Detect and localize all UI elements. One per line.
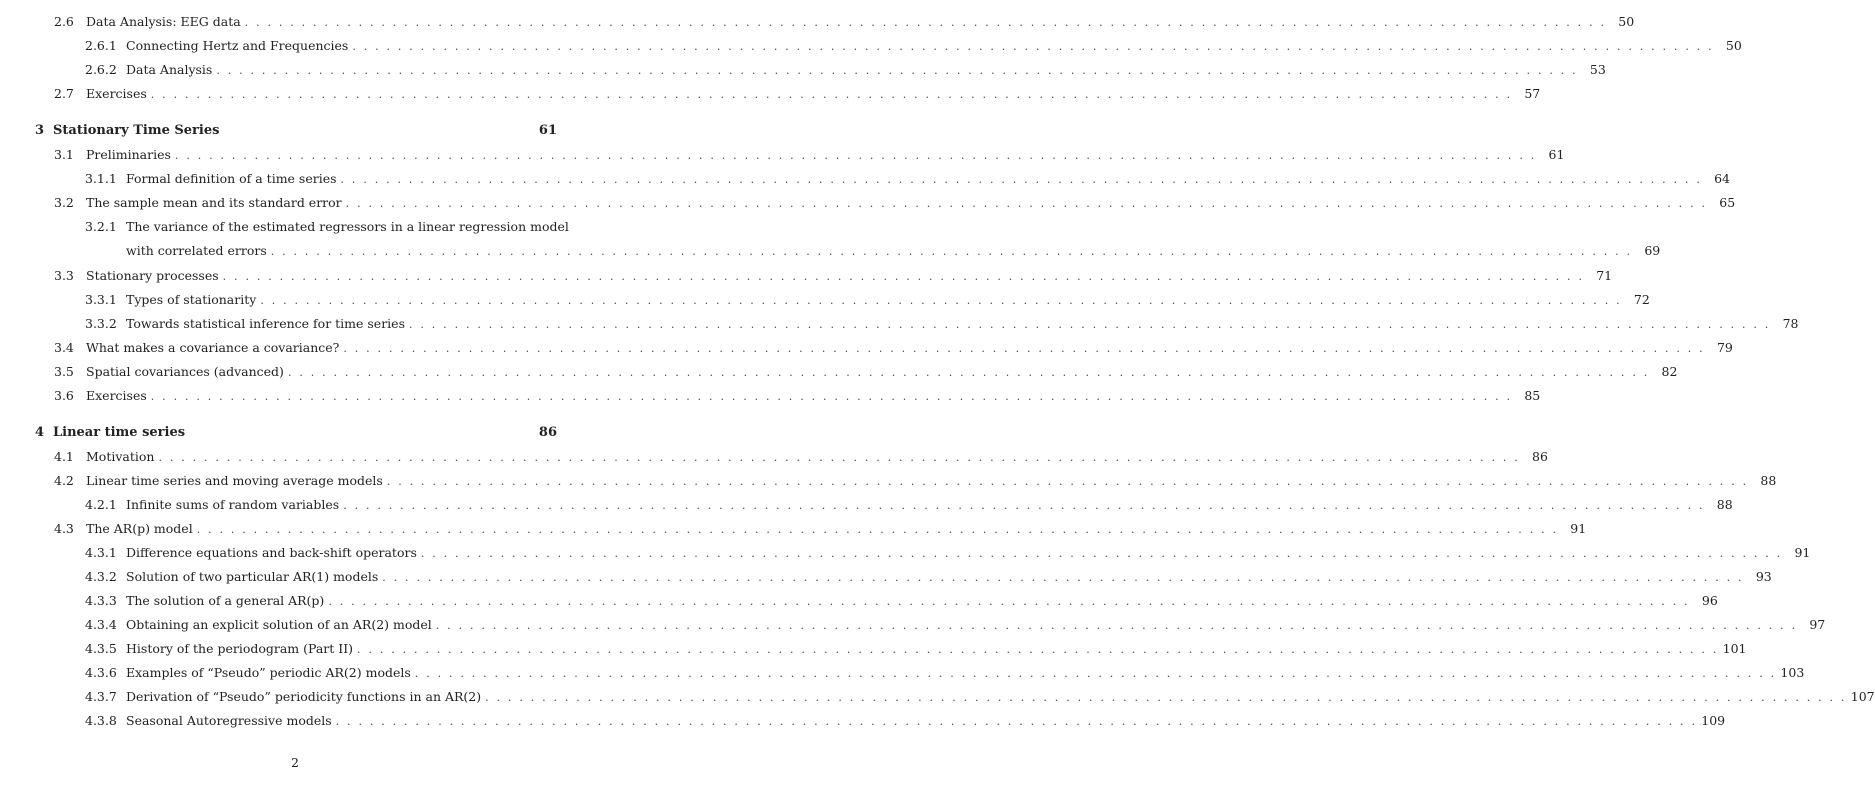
toc-entry-page: 72 [1633,292,1650,307]
dot-leader: . . . . . . . . . . . . . . . . . . . . . . . . . . . . . . . . . . . . . . . . . . . . . . . . . . . . . . . . . . . . . . . . . . . . . . . . . . . . . . . . . . . . . . . . . . . . . . . . . . . . . . . . . . . . . . . . . . . . . . . . [216,64,1578,77]
toc-section-entry[interactable] [54,12,1635,32]
toc-entry-page: 93 [1755,569,1772,584]
dot-leader: . . . . . . . . . . . . . . . . . . . . . . . . . . . . . . . . . . . . . . . . . . . . . . . . . . . . . . . . . . . . . . . . . . . . . . . . . . . . . . . . . . . . . . . . . . . . . . . . . . . . . . . . . . . . . . . . . . . . . . . . [343,499,1705,512]
toc-entry-page: 96 [1701,593,1718,608]
toc-subsection-entry[interactable] [85,711,1726,731]
toc-entry-title: Linear time series [53,425,186,440]
dot-leader: . . . . . . . . . . . . . . . . . . . . . . . . . . . . . . . . . . . . . . . . . . . . . . . . . . . . . . . . . . . . . . . . . . . . . . . . . . . . . . . . . . . . . . . . . . . . . . . . . . . . . . . . . . . . . . . . . . . . . . . . [382,571,1744,584]
dot-leader: . . . . . . . . . . . . . . . . . . . . . . . . . . . . . . . . . . . . . . . . . . . . . . . . . . . . . . . . . . . . . . . . . . . . . . . . . . . . . . . . . . . . . . . . . . . . . . . . . . . . . . . . . . . . . . . . . . . . . . . . [343,342,1705,355]
toc-subsection-entry[interactable] [126,241,1661,261]
toc-section-entry[interactable] [54,386,1541,406]
toc-entry-title: Linear time series and moving average models [86,473,383,488]
toc-entry-title: The solution of a general AR(p) [126,593,325,608]
toc-subsection-entry[interactable] [85,543,1811,563]
toc-entry-title: Infinite sums of random variables [126,497,340,512]
toc-entry-title: Stationary Time Series [53,123,220,138]
toc-entry-page: 53 [1589,62,1606,77]
toc-entry-number: 3.1.1 [85,171,117,186]
toc-entry-number: 4.2 [54,473,74,488]
toc-entry-number: 4.3.8 [85,713,117,728]
toc-entry-number: 3 [35,123,45,138]
toc-entry-page: 97 [1809,617,1826,632]
dot-leader: . . . . . . . . . . . . . . . . . . . . . . . . . . . . . . . . . . . . . . . . . . . . . . . . . . . . . . . . . . . . . . . . . . . . . . . . . . . . . . . . . . . . . . . . . . . . . . . . . . . . . . . . . . . . . . . . . . . . . . . . [340,173,1703,186]
dot-leader: . . . . . . . . . . . . . . . . . . . . . . . . . . . . . . . . . . . . . . . . . . . . . . . . . . . . . . . . . . . . . . . . . . . . . . . . . . . . . . . . . . . . . . . . . . . . . . . . . . . . . . . . . . . . . . . . . . . . . . . . [150,390,1513,403]
toc-entry-title: Spatial covariances (advanced) [86,364,284,379]
toc-entry-number: 4.3.2 [85,569,117,584]
toc-entry-title: Types of stationarity [126,292,257,307]
dot-leader: . . . . . . . . . . . . . . . . . . . . . . . . . . . . . . . . . . . . . . . . . . . . . . . . . . . . . . . . . . . . . . . . . . . . . . . . . . . . . . . . . . . . . . . . . . . . . . . . . . . . . . . . . . . . . . . . . . . . . . . . [352,40,1714,53]
dot-leader: . . . . . . . . . . . . . . . . . . . . . . . . . . . . . . . . . . . . . . . . . . . . . . . . . . . . . . . . . . . . . . . . . . . . . . . . . . . . . . . . . . . . . . . . . . . . . . . . . . . . . . . . . . . . . . . . . . . . . . . . [414,667,1777,680]
toc-entry-page: 88 [1760,473,1777,488]
toc-entry-title: Motivation [86,449,155,464]
toc-entry-number: 4.1 [54,449,74,464]
toc-entry-number: 4.3.4 [85,617,117,632]
toc-entry-number: 4.3.7 [85,689,117,704]
toc-entry-title: Data Analysis: EEG data [86,14,241,29]
toc-entry-title: History of the periodogram (Part II) [126,641,354,656]
toc-entry-title: The AR(p) model [86,521,193,536]
toc-subsection-entry[interactable] [85,217,569,237]
toc-entry-title: Preliminaries [86,147,171,162]
toc-entry-page: 61 [538,123,557,138]
toc-subsection-entry[interactable] [85,639,1747,659]
dot-leader: . . . . . . . . . . . . . . . . . . . . . . . . . . . . . . . . . . . . . . . . . . . . . . . . . . . . . . . . . . . . . . . . . . . . . . . . . . . . . . . . . . . . . . . . . . . . . . . . . . . . . . . . . . . . . . . . . . . . . . . . [287,366,1650,379]
toc-chapter-entry[interactable] [35,121,557,141]
dot-leader: . . . . . . . . . . . . . . . . . . . . . . . . . . . . . . . . . . . . . . . . . . . . . . . . . . . . . . . . . . . . . . . . . . . . . . . . . . . . . . . . . . . . . . . . . . . . . . . . . . . . . . . . . . . . . . . . . . . . . . . . [150,88,1513,101]
toc-subsection-entry[interactable] [85,60,1606,80]
toc-section-entry[interactable] [54,447,1548,467]
toc-entry-number: 3.2 [54,195,74,210]
toc-section-entry[interactable] [54,193,1736,213]
dot-leader: . . . . . . . . . . . . . . . . . . . . . . . . . . . . . . . . . . . . . . . . . . . . . . . . . . . . . . . . . . . . . . . . . . . . . . . . . . . . . . . . . . . . . . . . . . . . . . . . . . . . . . . . . . . . . . . . . . . . . . . . [260,294,1622,307]
toc-entry-title: with correlated errors [126,243,267,258]
toc-entry-title: Formal definition of a time series [126,171,337,186]
toc-entry-page: 50 [1618,14,1635,29]
toc-entry-page: 78 [1782,316,1799,331]
toc-entry-title: Stationary processes [86,268,219,283]
toc-entry-page: 107 [1850,689,1875,704]
toc-entry-page: 79 [1716,340,1733,355]
page-number: 2 [291,755,299,770]
toc-entry-number: 2.6 [54,14,74,29]
toc-entry-number: 3.3.2 [85,316,117,331]
toc-subsection-entry[interactable] [85,290,1650,310]
toc-subsection-entry[interactable] [85,615,1826,635]
toc-entry-page: 103 [1780,665,1805,680]
dot-leader: . . . . . . . . . . . . . . . . . . . . . . . . . . . . . . . . . . . . . . . . . . . . . . . . . . . . . . . . . . . . . . . . . . . . . . . . . . . . . . . . . . . . . . . . . . . . . . . . . . . . . . . . . . . . . . . . . . . . . . . . [420,547,1783,560]
toc-entry-title: Exercises [86,86,147,101]
toc-entry-page: 82 [1661,364,1678,379]
toc-entry-number: 3.1 [54,147,74,162]
toc-subsection-entry[interactable] [85,663,1805,683]
toc-entry-page: 85 [1524,388,1541,403]
toc-entry-title: Obtaining an explicit solution of an AR(2) model [126,617,432,632]
toc-subsection-entry[interactable] [85,495,1733,515]
toc-entry-number: 2.6.2 [85,62,117,77]
toc-entry-title: What makes a covariance a covariance? [86,340,340,355]
toc-subsection-entry[interactable] [85,314,1799,334]
dot-leader: . . . . . . . . . . . . . . . . . . . . . . . . . . . . . . . . . . . . . . . . . . . . . . . . . . . . . . . . . . . . . . . . . . . . . . . . . . . . . . . . . . . . . . . . . . . . . . . . . . . . . . . . . . . . . . . . . . . . . . . . [386,475,1749,488]
toc-entry-page: 86 [538,425,557,440]
toc-entry-page: 71 [1596,268,1613,283]
toc-entry-page: 91 [1570,521,1587,536]
toc-entry-page: 91 [1794,545,1811,560]
toc-entry-number: 4.2.1 [85,497,117,512]
toc-section-entry[interactable] [54,145,1565,165]
toc-entry-page: 101 [1722,641,1747,656]
toc-subsection-entry[interactable] [85,36,1742,56]
dot-leader: . . . . . . . . . . . . . . . . . . . . . . . . . . . . . . . . . . . . . . . . . . . . . . . . . . . . . . . . . . . . . . . . . . . . . . . . . . . . . . . . . . . . . . . . . . . . . . . . . . . . . . . . . . . . . . . . . . . . . . . . [244,16,1607,29]
dot-leader: . . . . . . . . . . . . . . . . . . . . . . . . . . . . . . . . . . . . . . . . . . . . . . . . . . . . . . . . . . . . . . . . . . . . . . . . . . . . . . . . . . . . . . . . . . . . . . . . . . . . . . . . . . . . . . . . . . . . . . . . [196,523,1559,536]
dot-leader: . . . . . . . . . . . . . . . . . . . . . . . . . . . . . . . . . . . . . . . . . . . . . . . . . . . . . . . . . . . . . . . . . . . . . . . . . . . . . . . . . . . . . . . . . . . . . . . . . . . . . . . . . . . . . . . . . . . . . . . . [345,197,1708,210]
toc-entry-number: 4.3.1 [85,545,117,560]
toc-entry-title: Exercises [86,388,147,403]
toc-subsection-entry[interactable] [85,169,1731,189]
dot-leader: . . . . . . . . . . . . . . . . . . . . . . . . . . . . . . . . . . . . . . . . . . . . . . . . . . . . . . . . . . . . . . . . . . . . . . . . . . . . . . . . . . . . . . . . . . . . . . . . . . . . . . . . . . . . . . . . . . . . . . . . [409,318,1771,331]
toc-entry-number: 3.4 [54,340,74,355]
toc-entry-page: 69 [1644,243,1661,258]
toc-entry-page: 61 [1548,147,1565,162]
toc-subsection-entry[interactable] [85,687,1875,707]
toc-section-entry[interactable] [54,471,1777,491]
dot-leader: . . . . . . . . . . . . . . . . . . . . . . . . . . . . . . . . . . . . . . . . . . . . . . . . . . . . . . . . . . . . . . . . . . . . . . . . . . . . . . . . . . . . . . . . . . . . . . . . . . . . . . . . . . . . . . . . . . . . . . . . [357,643,1719,656]
toc-subsection-entry[interactable] [85,591,1718,611]
toc-entry-number: 3.6 [54,388,74,403]
dot-leader: . . . . . . . . . . . . . . . . . . . . . . . . . . . . . . . . . . . . . . . . . . . . . . . . . . . . . . . . . . . . . . . . . . . . . . . . . . . . . . . . . . . . . . . . . . . . . . . . . . . . . . . . . . . . . . . . . . . . . . . . [174,149,1537,162]
dot-leader: . . . . . . . . . . . . . . . . . . . . . . . . . . . . . . . . . . . . . . . . . . . . . . . . . . . . . . . . . . . . . . . . . . . . . . . . . . . . . . . . . . . . . . . . . . . . . . . . . . . . . . . . . . . . . . . . . . . . . . . . [485,691,1847,704]
toc-entry-title: The sample mean and its standard error [86,195,342,210]
toc-entry-page: 50 [1725,38,1742,53]
dot-leader: . . . . . . . . . . . . . . . . . . . . . . . . . . . . . . . . . . . . . . . . . . . . . . . . . . . . . . . . . . . . . . . . . . . . . . . . . . . . . . . . . . . . . . . . . . . . . . . . . . . . . . . . . . . . . . . . . . . . . . . . [335,715,1698,728]
dot-leader: . . . . . . . . . . . . . . . . . . . . . . . . . . . . . . . . . . . . . . . . . . . . . . . . . . . . . . . . . . . . . . . . . . . . . . . . . . . . . . . . . . . . . . . . . . . . . . . . . . . . . . . . . . . . . . . . . . . . . . . . [270,245,1633,258]
toc-chapter-entry[interactable] [35,423,557,443]
toc-entry-title: Derivation of “Pseudo” periodicity functions in an AR(2) [126,689,482,704]
toc-entry-number: 4 [35,425,45,440]
toc-section-entry[interactable] [54,338,1733,358]
toc-entry-title: Seasonal Autoregressive models [126,713,332,728]
toc-section-entry[interactable] [54,266,1613,286]
toc-entry-number: 4.3.3 [85,593,117,608]
toc-entry-page: 65 [1719,195,1736,210]
toc-entry-page: 64 [1714,171,1731,186]
toc-entry-number: 2.6.1 [85,38,117,53]
toc-entry-number: 4.3 [54,521,74,536]
toc-entry-title: Connecting Hertz and Frequencies [126,38,349,53]
toc-entry-title: Difference equations and back-shift operators [126,545,417,560]
toc-entry-number: 2.7 [54,86,74,101]
toc-subsection-entry[interactable] [85,567,1772,587]
toc-entry-title: Solution of two particular AR(1) models [126,569,379,584]
toc-entry-number: 3.2.1 [85,219,117,234]
toc-entry-number: 3.3 [54,268,74,283]
toc-entry-page: 57 [1524,86,1541,101]
toc-section-entry[interactable] [54,84,1541,104]
dot-leader: . . . . . . . . . . . . . . . . . . . . . . . . . . . . . . . . . . . . . . . . . . . . . . . . . . . . . . . . . . . . . . . . . . . . . . . . . . . . . . . . . . . . . . . . . . . . . . . . . . . . . . . . . . . . . . . . . . . . . . . . [222,270,1585,283]
dot-leader: . . . . . . . . . . . . . . . . . . . . . . . . . . . . . . . . . . . . . . . . . . . . . . . . . . . . . . . . . . . . . . . . . . . . . . . . . . . . . . . . . . . . . . . . . . . . . . . . . . . . . . . . . . . . . . . . . . . . . . . . [158,451,1520,464]
toc-entry-number: 4.3.5 [85,641,117,656]
toc-section-entry[interactable] [54,519,1587,539]
toc-entry-number: 3.3.1 [85,292,117,307]
toc-entry-page: 86 [1532,449,1548,464]
dot-leader: . . . . . . . . . . . . . . . . . . . . . . . . . . . . . . . . . . . . . . . . . . . . . . . . . . . . . . . . . . . . . . . . . . . . . . . . . . . . . . . . . . . . . . . . . . . . . . . . . . . . . . . . . . . . . . . . . . . . . . . . [328,595,1690,608]
toc-entry-page: 109 [1701,713,1726,728]
toc-entry-title: The variance of the estimated regressors in a linear regression model [126,219,569,234]
toc-entry-number: 3.5 [54,364,74,379]
dot-leader: . . . . . . . . . . . . . . . . . . . . . . . . . . . . . . . . . . . . . . . . . . . . . . . . . . . . . . . . . . . . . . . . . . . . . . . . . . . . . . . . . . . . . . . . . . . . . . . . . . . . . . . . . . . . . . . . . . . . . . . . [435,619,1798,632]
toc-entry-title: Towards statistical inference for time series [126,316,405,331]
toc-entry-title: Data Analysis [126,62,213,77]
toc-entry-page: 88 [1716,497,1733,512]
toc-section-entry[interactable] [54,362,1678,382]
toc-entry-number: 4.3.6 [85,665,117,680]
toc-entry-title: Examples of “Pseudo” periodic AR(2) models [126,665,411,680]
